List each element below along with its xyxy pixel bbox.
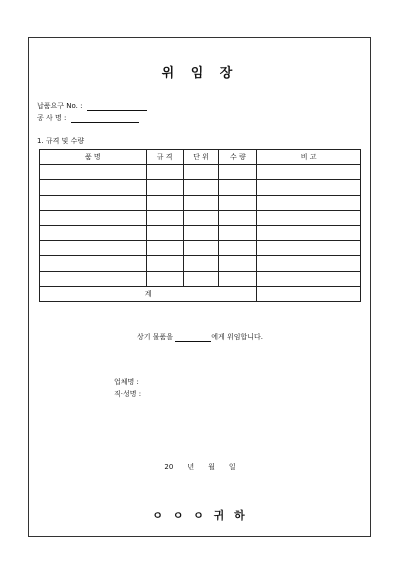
- table-row: [40, 225, 361, 240]
- table-cell[interactable]: [257, 210, 361, 225]
- table-cell[interactable]: [257, 256, 361, 271]
- table-cell[interactable]: [40, 180, 147, 195]
- table-cell[interactable]: [257, 180, 361, 195]
- delegation-statement: [0, 332, 400, 342]
- table-cell[interactable]: [40, 241, 147, 256]
- table-row: [40, 180, 361, 195]
- table-cell[interactable]: [219, 225, 257, 240]
- header-spec: 규 격: [146, 150, 183, 165]
- order-no-label: 납품요구 No. :: [37, 102, 83, 110]
- total-row: [40, 286, 361, 301]
- order-no-field: [37, 101, 147, 111]
- table-cell[interactable]: [183, 271, 219, 286]
- table-cell[interactable]: [183, 210, 219, 225]
- delegation-prefix: 상기 물품을: [136, 333, 173, 341]
- table-cell[interactable]: [219, 210, 257, 225]
- table-cell[interactable]: [146, 256, 183, 271]
- table-cell[interactable]: [40, 165, 147, 180]
- table-cell[interactable]: [183, 256, 219, 271]
- table-cell[interactable]: [40, 210, 147, 225]
- table-cell[interactable]: [40, 256, 147, 271]
- date-year: 년: [187, 463, 195, 471]
- table-row: [40, 271, 361, 286]
- date-year-prefix: 20: [164, 463, 174, 471]
- spec-table: [39, 149, 361, 302]
- company-name-label: 업체명 :: [114, 378, 139, 386]
- table-cell[interactable]: [40, 195, 147, 210]
- table-cell[interactable]: [146, 225, 183, 240]
- table-cell[interactable]: [257, 271, 361, 286]
- table-cell[interactable]: [146, 195, 183, 210]
- table-cell[interactable]: [146, 271, 183, 286]
- table-cell[interactable]: [219, 165, 257, 180]
- table-header-row: [40, 150, 361, 165]
- order-no-blank[interactable]: [87, 103, 147, 111]
- project-label: 공 사 명 :: [37, 114, 67, 122]
- person-name-label: 직·성명 :: [114, 390, 142, 398]
- table-cell[interactable]: [146, 180, 183, 195]
- project-field: [37, 113, 139, 123]
- date-line: [0, 462, 400, 472]
- document-title: 위 임 장: [161, 66, 239, 81]
- delegate-name-blank[interactable]: [175, 334, 211, 342]
- table-row: [40, 195, 361, 210]
- table-cell[interactable]: [257, 165, 361, 180]
- header-item-name: 품 명: [40, 150, 147, 165]
- table-cell[interactable]: [219, 195, 257, 210]
- header-remarks: 비 고: [257, 150, 361, 165]
- table-cell[interactable]: [40, 271, 147, 286]
- table-cell[interactable]: [219, 271, 257, 286]
- table-cell[interactable]: [183, 165, 219, 180]
- table-cell[interactable]: [219, 241, 257, 256]
- table-row: [40, 210, 361, 225]
- header-quantity: 수 량: [219, 150, 257, 165]
- header-unit: 단 위: [183, 150, 219, 165]
- table-cell[interactable]: [219, 180, 257, 195]
- table-cell[interactable]: [40, 225, 147, 240]
- table-row: [40, 256, 361, 271]
- total-label: 계: [40, 286, 257, 301]
- delegation-suffix: 에게 위임합니다.: [211, 333, 264, 341]
- table-cell[interactable]: [257, 195, 361, 210]
- section-title: 1. 규격 및 수량: [37, 137, 85, 145]
- total-remarks-cell[interactable]: [257, 286, 361, 301]
- table-row: [40, 241, 361, 256]
- table-cell[interactable]: [146, 165, 183, 180]
- date-month: 월: [208, 463, 215, 471]
- table-cell[interactable]: [257, 225, 361, 240]
- table-cell[interactable]: [183, 180, 219, 195]
- table-cell[interactable]: [183, 225, 219, 240]
- project-blank[interactable]: [71, 115, 139, 123]
- table-cell[interactable]: [219, 256, 257, 271]
- table-cell[interactable]: [146, 241, 183, 256]
- table-cell[interactable]: [183, 241, 219, 256]
- table-cell[interactable]: [257, 241, 361, 256]
- table-row: [40, 165, 361, 180]
- addressee: ㅇ ㅇ ㅇ 귀 하: [152, 509, 248, 522]
- table-cell[interactable]: [183, 195, 219, 210]
- date-day: 일: [228, 463, 236, 471]
- table-cell[interactable]: [146, 210, 183, 225]
